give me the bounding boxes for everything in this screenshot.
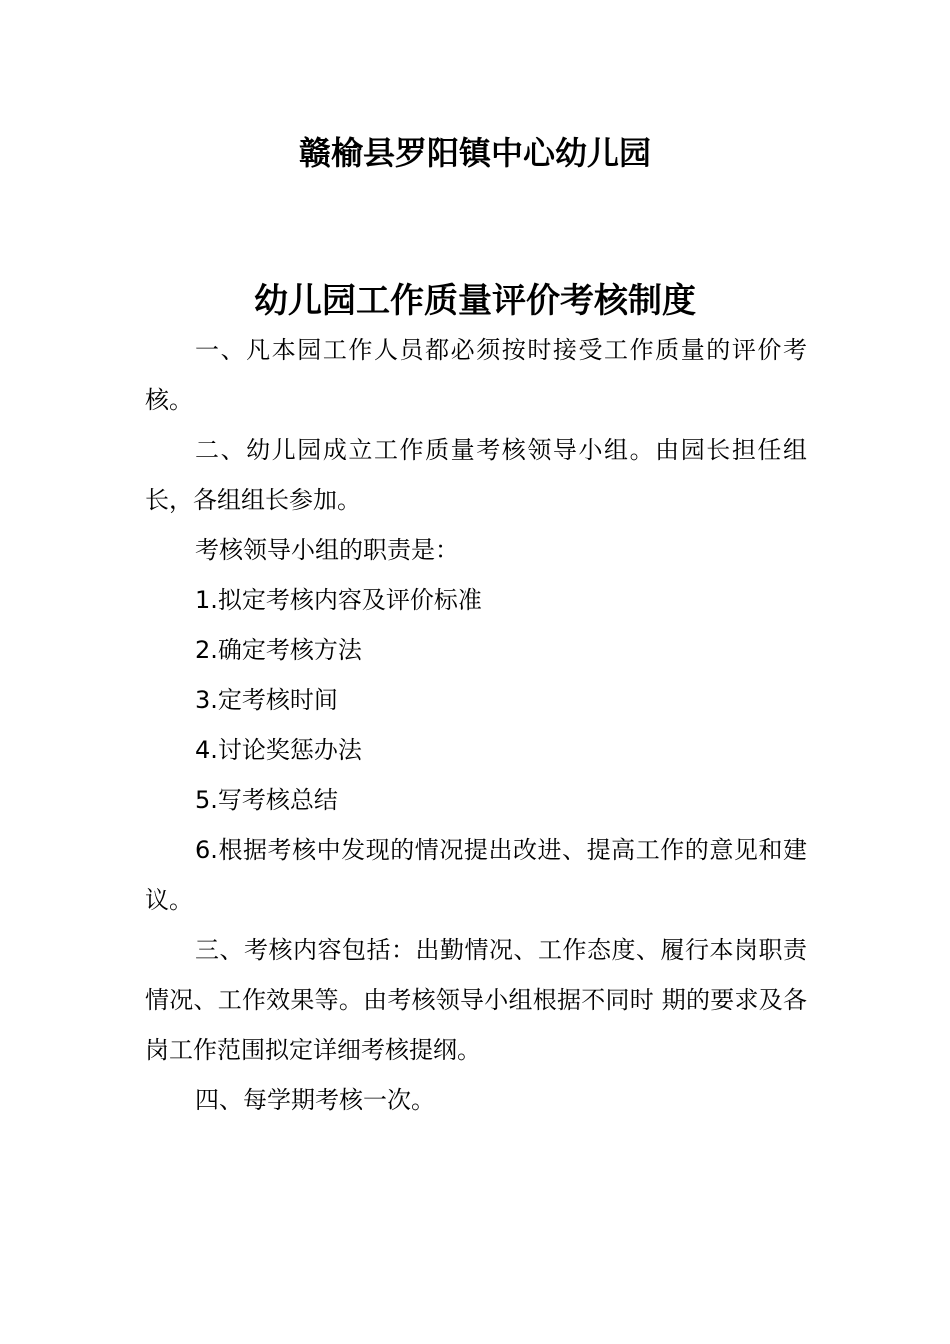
paragraph-4: 四、每学期考核一次。 — [195, 1086, 435, 1114]
paragraph-1: 一、凡本园工作人员都必须按时接受工作质量的评价考核。 — [145, 336, 807, 414]
organization-title: 赣榆县罗阳镇中心幼儿园 — [298, 134, 651, 172]
paragraph-3: 三、考核内容包括：出勤情况、工作态度、履行本岗职责情况、工作效果等。由考核领导小组根据不同时 期的要求及各岗工作范围拟定详细考核提纲。 — [145, 936, 807, 1064]
duty-item-1: 1.拟定考核内容及评价标准 — [195, 586, 482, 614]
document-body — [145, 325, 807, 1125]
duty-item-3: 3.定考核时间 — [195, 686, 338, 714]
document-title: 幼儿园工作质量评价考核制度 — [254, 281, 696, 321]
paragraph-2: 二、幼儿园成立工作质量考核领导小组。由园长担任组长，各组组长参加。 — [145, 436, 807, 514]
duty-item-2: 2.确定考核方法 — [195, 636, 362, 664]
duty-item-4: 4.讨论奖惩办法 — [195, 736, 362, 764]
duties-intro: 考核领导小组的职责是： — [195, 536, 459, 564]
duty-item-6: 6.根据考核中发现的情况提出改进、提高工作的意见和建议。 — [145, 836, 807, 914]
duty-item-5: 5.写考核总结 — [195, 786, 338, 814]
